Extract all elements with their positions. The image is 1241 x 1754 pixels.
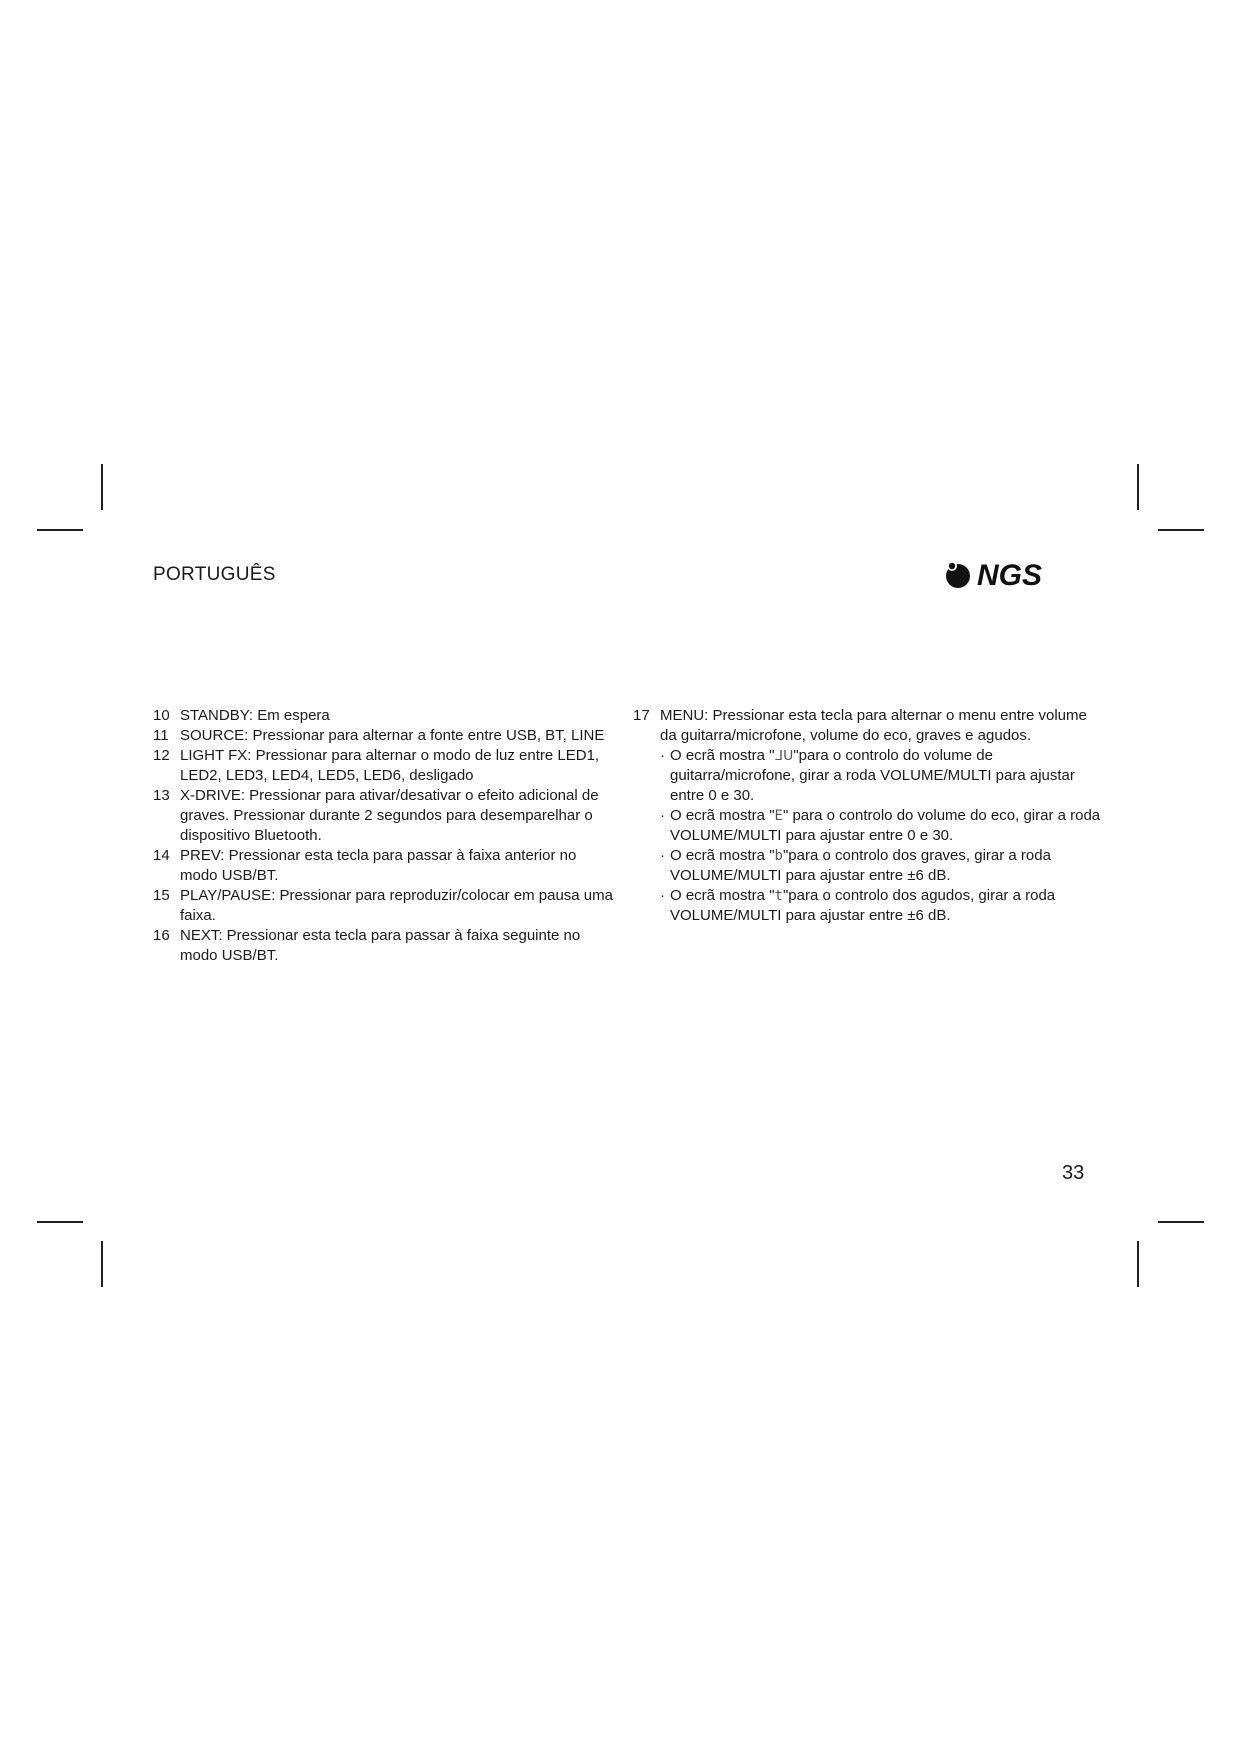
list-item bbox=[633, 706, 1103, 926]
sub-item bbox=[660, 746, 1103, 806]
display-glyph: t bbox=[774, 888, 783, 904]
item-number: 12 bbox=[153, 747, 170, 764]
item-text: LIGHT FX: Pressionar para alternar o modo de luz entre LED1, LED2, LED3, LED4, LED5, LED6, desligado bbox=[180, 747, 600, 784]
sub-item bbox=[660, 806, 1103, 846]
sub-item-prefix: O ecrã mostra " bbox=[670, 747, 775, 764]
item-text: PREV: Pressionar esta tecla para passar à faixa anterior no modo USB/BT. bbox=[180, 847, 577, 884]
sub-item-text bbox=[670, 746, 1103, 806]
item-number: 13 bbox=[153, 787, 170, 804]
list-item bbox=[153, 846, 613, 886]
sub-item-prefix: O ecrã mostra " bbox=[670, 807, 775, 824]
sub-item-text bbox=[670, 806, 1103, 846]
item-text: SOURCE: Pressionar para alternar a fonte entre USB, BT, LINE bbox=[180, 727, 605, 744]
sub-item-suffix: "para o controlo dos agudos, girar a roda VOLUME/MULTI para ajustar entre ±6 dB. bbox=[670, 887, 1056, 924]
sub-item-suffix: " para o controlo do volume do eco, girar a roda VOLUME/MULTI para ajustar entre 0 e 30. bbox=[670, 807, 1101, 844]
ngs-logo bbox=[945, 556, 1095, 590]
item-text: STANDBY: Em espera bbox=[180, 707, 330, 724]
sub-list bbox=[660, 746, 1103, 926]
item-number: 10 bbox=[153, 707, 170, 724]
list-item bbox=[153, 706, 613, 726]
item-number: 15 bbox=[153, 887, 170, 904]
display-glyph: E bbox=[774, 808, 783, 824]
page-number: 33 bbox=[1062, 1162, 1085, 1184]
sub-item bbox=[660, 886, 1103, 926]
list-item bbox=[153, 926, 613, 966]
left-column bbox=[153, 706, 613, 966]
sub-item-text bbox=[670, 886, 1103, 926]
crop-mark bbox=[1158, 529, 1204, 531]
list-item bbox=[153, 786, 613, 846]
crop-mark bbox=[101, 1241, 103, 1287]
crop-mark bbox=[37, 529, 83, 531]
bullet: · bbox=[660, 887, 665, 904]
section-title: PORTUGUÊS bbox=[153, 564, 276, 585]
item-number: 16 bbox=[153, 927, 170, 944]
bullet: · bbox=[660, 747, 665, 764]
sub-item-prefix: O ecrã mostra " bbox=[670, 887, 775, 904]
item-number: 11 bbox=[153, 727, 169, 744]
sub-item bbox=[660, 846, 1103, 886]
logo-text: NGS bbox=[977, 559, 1043, 590]
bullet: · bbox=[660, 847, 665, 864]
item-text: MENU: Pressionar esta tecla para alternar o menu entre volume da guitarra/microfone, volume do eco, graves e agudos. bbox=[660, 707, 1087, 744]
crop-mark bbox=[1158, 1221, 1204, 1223]
item-text: PLAY/PAUSE: Pressionar para reproduzir/colocar em pausa uma faixa. bbox=[180, 887, 613, 924]
display-glyph: b bbox=[774, 848, 783, 864]
list-item bbox=[153, 726, 613, 746]
list-item bbox=[153, 886, 613, 926]
item-number: 17 bbox=[633, 707, 650, 724]
sub-item-text bbox=[670, 846, 1103, 886]
crop-mark bbox=[101, 464, 103, 510]
sub-item-suffix: "para o controlo dos graves, girar a roda VOLUME/MULTI para ajustar entre ±6 dB. bbox=[670, 847, 1051, 884]
list-item bbox=[153, 746, 613, 786]
item-text: X-DRIVE: Pressionar para ativar/desativar o efeito adicional de graves. Pressionar durante 2 segundos para desemparelhar o dispositivo Bluetooth. bbox=[180, 787, 599, 844]
display-glyph: ᒧᑌ bbox=[774, 748, 794, 764]
sub-item-prefix: O ecrã mostra " bbox=[670, 847, 775, 864]
bullet: · bbox=[660, 807, 665, 824]
sub-item-suffix: "para o controlo do volume de guitarra/microfone, girar a roda VOLUME/MULTI para ajustar entre 0 e 30. bbox=[670, 747, 1075, 804]
right-column bbox=[633, 706, 1103, 926]
item-number: 14 bbox=[153, 847, 170, 864]
crop-mark bbox=[1137, 464, 1139, 510]
crop-mark bbox=[1137, 1241, 1139, 1287]
item-text: NEXT: Pressionar esta tecla para passar à faixa seguinte no modo USB/BT. bbox=[180, 927, 581, 964]
crop-mark bbox=[37, 1221, 83, 1223]
